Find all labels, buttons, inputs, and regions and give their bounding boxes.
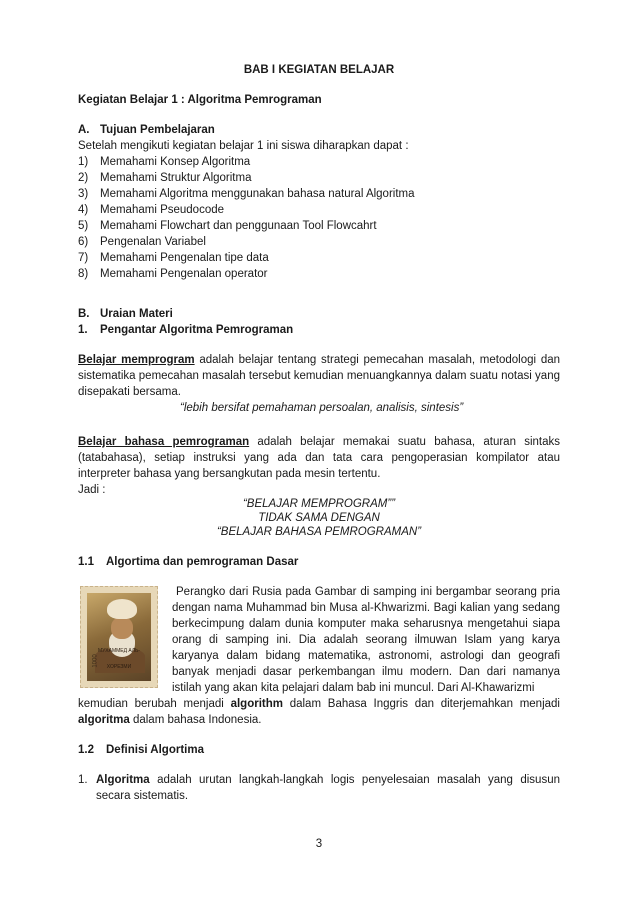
section-1-1-heading bbox=[78, 554, 298, 570]
paragraph-text: adalah belajar tentang strategi pemecahan masalah, metodologi dan sistematika pemecahan masalah tersebut kemudian menuangkannya dalam suatu notasi yang disepakati bersama. bbox=[78, 354, 561, 398]
paragraph-stamp: Perangko dari Rusia pada Gambar di samping ini bergambar seorang pria dengan nama Muhammad bin Musa al-Khwarizmi. Bagi kalian yang sedang berkecimpung dalam dunia komputer maka seharusnya mengetahui siapa orang di samping ini. Dia adalah seorang ilmuwan Islam yang karya karyanya dalam bidang matematika, astronomi, astrologi dan geografi banyak menjadi dasar perkembangan ilmu modern. Dan dari namanya istilah yang akan kita pelajari dalam bab ini muncul. Dari Al-Khawarizmi bbox=[172, 586, 560, 694]
section-b-title: Uraian Materi bbox=[100, 308, 173, 320]
section-1-2-number: 1.2 bbox=[78, 744, 94, 756]
quote-pemahaman: “lebih bersifat pemahaman persoalan, analisis, sintesis” bbox=[180, 402, 464, 414]
list-item bbox=[78, 266, 415, 282]
section-1-1-number: 1.1 bbox=[78, 556, 94, 568]
paragraph-text: dalam bahasa Indonesia. bbox=[129, 714, 262, 726]
section-1-1-title: Algortima dan pemrograman Dasar bbox=[106, 556, 299, 568]
term-belajar-memprogram: Belajar memprogram bbox=[78, 354, 195, 366]
section-a-title: Tujuan Pembelajaran bbox=[100, 124, 215, 136]
stamp-caption: МУХАММЕД АЛЬ-ХОРЕЗМИ bbox=[97, 648, 141, 670]
list-item bbox=[78, 250, 415, 266]
list-item bbox=[78, 202, 415, 218]
term-algorithm: algorithm bbox=[230, 698, 283, 710]
chapter-title: BAB I KEGIATAN BELAJAR bbox=[243, 64, 395, 76]
list-item bbox=[78, 170, 415, 186]
list-item bbox=[78, 234, 415, 250]
term-algoritma: algoritma bbox=[78, 714, 130, 726]
stamp-value: 1000 bbox=[92, 654, 99, 668]
section-b-heading bbox=[78, 306, 173, 322]
paragraph-text: adalah urutan langkah-langkah logis penyelesaian masalah yang disusun secara sistematis. bbox=[96, 774, 560, 802]
list-text: Memahami Pengenalan operator bbox=[100, 268, 268, 280]
paragraph-belajar-memprogram bbox=[78, 352, 560, 400]
list-number: 1) bbox=[78, 156, 89, 168]
list-number: 5) bbox=[78, 220, 89, 232]
section-1-2-heading bbox=[78, 742, 204, 758]
stamp-turban bbox=[107, 599, 137, 619]
paragraph-text: kemudian berubah menjadi bbox=[78, 698, 231, 710]
definition-item bbox=[78, 772, 560, 804]
list-item bbox=[78, 154, 415, 170]
kegiatan-title: Kegiatan Belajar 1 : Algoritma Pemrograman bbox=[78, 94, 322, 106]
paragraph-text: adalah belajar memakai suatu bahasa, aturan sintaks (tatabahasa), setiap instruksi yang ada dan tata cara pengoperasian kompilator atau interpreter bahasa yang bersangkutan pada mesin tertentu. bbox=[78, 436, 560, 480]
jadi-label: Jadi : bbox=[78, 484, 106, 496]
list-text: Memahami Flowchart dan penggunaan Tool Flowcahrt bbox=[100, 220, 377, 232]
list-number: 4) bbox=[78, 204, 89, 216]
section-a-heading bbox=[78, 122, 215, 138]
stamp-portrait bbox=[87, 593, 151, 681]
subsection-1-title: Pengantar Algoritma Pemrograman bbox=[100, 324, 294, 336]
objectives-list bbox=[78, 154, 415, 282]
list-number: 6) bbox=[78, 236, 89, 248]
list-number: 2) bbox=[78, 172, 89, 184]
list-item bbox=[78, 186, 415, 202]
list-number: 3) bbox=[78, 188, 89, 200]
list-item bbox=[78, 218, 415, 234]
list-text: Memahami Algoritma menggunakan bahasa natural Algoritma bbox=[100, 188, 415, 200]
al-khwarizmi-stamp-image bbox=[80, 586, 158, 688]
quote-line-3: “BELAJAR BAHASA PEMROGRAMAN” bbox=[216, 526, 422, 538]
list-text: Pengenalan Variabel bbox=[100, 236, 206, 248]
section-b-number: B. bbox=[78, 308, 90, 320]
quote-line-2: TIDAK SAMA DENGAN bbox=[258, 512, 380, 524]
list-text: Memahami Struktur Algoritma bbox=[100, 172, 252, 184]
list-number: 8) bbox=[78, 268, 89, 280]
quote-line-1: “BELAJAR MEMPROGRAM”” bbox=[242, 498, 396, 510]
list-text: Memahami Pseudocode bbox=[100, 204, 225, 216]
section-1-2-title: Definisi Algortima bbox=[106, 744, 204, 756]
list-number: 7) bbox=[78, 252, 89, 264]
subsection-1-heading bbox=[78, 322, 293, 338]
subsection-1-number: 1. bbox=[78, 324, 88, 336]
list-text: Memahami Konsep Algoritma bbox=[100, 156, 251, 168]
list-text: Memahami Pengenalan tipe data bbox=[100, 252, 269, 264]
term-belajar-bahasa: Belajar bahasa pemrograman bbox=[78, 436, 250, 448]
stamp-face bbox=[111, 617, 133, 639]
term-algoritma-definition: Algoritma bbox=[96, 774, 150, 786]
paragraph-text: dalam Bahasa Inggris dan diterjemahkan menjadi bbox=[282, 698, 560, 710]
page-number: 3 bbox=[315, 838, 323, 850]
paragraph-belajar-bahasa bbox=[78, 434, 560, 482]
definition-text bbox=[96, 772, 560, 804]
section-a-intro: Setelah mengikuti kegiatan belajar 1 ini siswa diharapkan dapat : bbox=[78, 140, 409, 152]
paragraph-algorithm-origin bbox=[78, 696, 560, 728]
section-a-number: A. bbox=[78, 124, 90, 136]
definition-number: 1. bbox=[78, 774, 88, 786]
